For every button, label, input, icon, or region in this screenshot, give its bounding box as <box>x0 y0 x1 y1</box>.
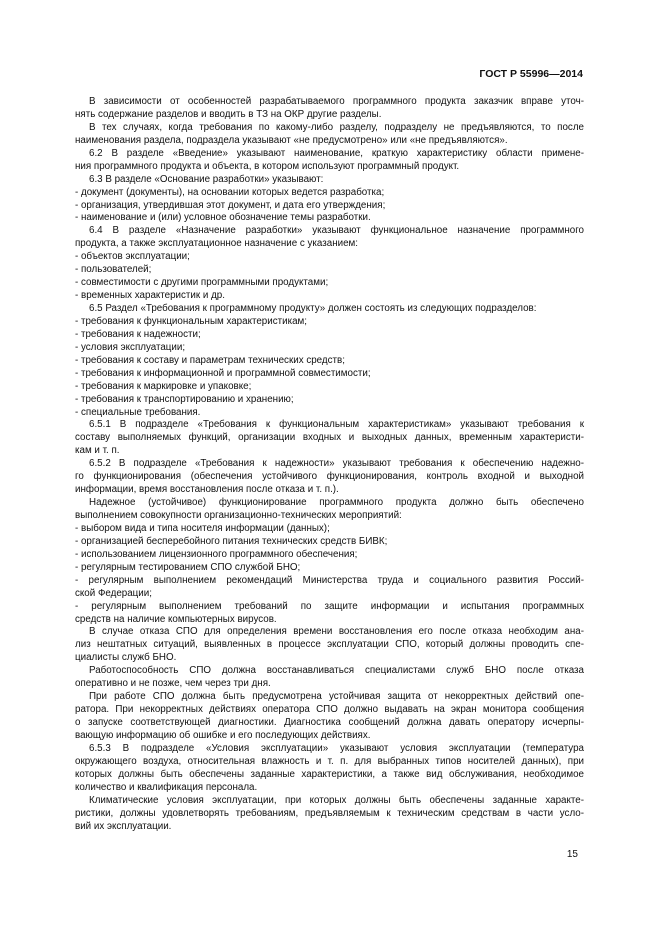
text-line: 6.5.3 В подразделе «Условия эксплуатации» указывают условия эксплуатации (температура <box>89 742 584 754</box>
page-number: 15 <box>566 849 578 860</box>
text-line: - выбором вида и типа носителя информации (данных); <box>75 522 330 534</box>
text-line: - специальные требования. <box>75 406 201 418</box>
text-line: - требования к транспортированию и хранению; <box>75 393 294 405</box>
text-line: - требования к надежности; <box>75 328 201 340</box>
text-line: которых должны быть обеспечены заданные характеристики, а также вид обслуживания, необходимое <box>75 768 584 780</box>
text-line: В случае отказа СПО для определения времени восстановления его после отказа необходим ана- <box>89 626 584 638</box>
text-line: - требования к маркировке и упаковке; <box>75 380 252 392</box>
text-line: ристики, должны удовлетворять требованиям, предъявляемым к техническим средствам в части усло- <box>75 807 584 819</box>
text-line: циалисты служб БНО. <box>75 652 177 664</box>
text-line: 6.4 В разделе «Назначение разработки» указывают функциональное назначение программного <box>89 225 584 237</box>
text-line: - временных характеристик и др. <box>75 290 225 302</box>
text-line: окружающего воздуха, относительная влажность и т. п. для выбранных типов носителей данных), при <box>75 755 584 767</box>
text-line: о запуске соответствующей диагностики. Диагностика сообщений должна давать оператору исчерпы- <box>75 717 584 728</box>
text-line: го функционирования (обеспечения устойчивого функционирования, контроль входной и выходной <box>75 471 584 483</box>
text-line: - требования к функциональным характеристикам; <box>75 315 307 327</box>
text-line: - организация, утвердившая этот документ, и дата его утверждения; <box>75 199 386 211</box>
text-line: продукта, а также эксплуатационное назначение с указанием: <box>75 238 358 250</box>
text-line: наименования раздела, подраздела указывают «не предусмотрено» или «не предъявляются». <box>75 134 508 146</box>
text-line: кам и т. п. <box>75 445 120 457</box>
text-line: 6.2 В разделе «Введение» указывают наименование, краткую характеристику области примене- <box>89 147 584 159</box>
text-line: вающую информацию об ошибке и его последующих действиях. <box>75 729 371 741</box>
text-line: вий их эксплуатации. <box>75 820 172 832</box>
text-line: При работе СПО должна быть предусмотрена устойчивая защита от некорректных действий опе- <box>89 691 584 703</box>
text-line: - пользователей; <box>75 264 152 276</box>
text-line: лиз нештатных ситуаций, выявленных в процессе эксплуатации СПО, который должны проводить спе- <box>75 639 584 651</box>
text-line: - объектов эксплуатации; <box>75 251 190 263</box>
document-header: ГОСТ Р 55996—2014 <box>479 68 583 80</box>
text-line: количество и квалификация персонала. <box>75 781 258 793</box>
text-line: - наименование и (или) условное обозначение темы разработки. <box>75 212 371 224</box>
text-line: - условия эксплуатации; <box>75 341 186 353</box>
text-line: - использованием лицензионного программного обеспечения; <box>75 548 358 560</box>
text-line: - требования к составу и параметрам технических средств; <box>75 354 345 366</box>
text-line: средств на наличие компьютерных вирусов. <box>75 613 277 625</box>
text-line: оперативно и не позже, чем через три дня. <box>75 678 271 690</box>
text-line: В зависимости от особенностей разрабатываемого программного продукта заказчик вправе уточ- <box>89 96 584 107</box>
text-line: составу выполняемых функций, организации входных и выходных данных, временным характеристи- <box>75 432 584 444</box>
text-line: - регулярным выполнением требований по защите информации и испытания программных <box>75 600 584 612</box>
text-line: Работоспособность СПО должна восстанавливаться специалистами служб БНО после отказа <box>89 665 584 677</box>
text-line: В тех случаях, когда требования по какому-либо разделу, подразделу не предъявляются, то после <box>89 121 584 133</box>
text-line: информации, время восстановления после отказа и т. п.). <box>75 484 339 496</box>
text-line: 6.5.2 В подразделе «Требования к надежности» указывают требования к обеспечению надежно- <box>89 458 584 470</box>
text-line: ской Федерации; <box>75 587 152 599</box>
text-line: нять содержание разделов и вводить в ТЗ на ОКР другие разделы. <box>75 108 382 120</box>
text-line: Надежное (устойчивое) функционирование программного продукта должно быть обеспечено <box>89 497 584 509</box>
text-line: 6.3 В разделе «Основание разработки» указывают: <box>89 173 324 185</box>
text-line: - совместимости с другими программными продуктами; <box>75 277 329 289</box>
text-line: ратора. При некорректных действиях оператора СПО должно выдавать на экран монитора сообщения <box>75 704 584 716</box>
text-line: - документ (документы), на основании которых ведется разработка; <box>75 186 385 198</box>
text-line: Климатические условия эксплуатации, при которых должны быть обеспечены заданные характе- <box>89 794 584 806</box>
text-line: выполнением совокупности организационно-технических мероприятий: <box>75 510 402 521</box>
text-line: - требования к информационной и программной совместимости; <box>75 367 371 379</box>
text-line: ния программного продукта и объекта, в котором используют программный продукт. <box>75 160 460 172</box>
text-line: - регулярным выполнением рекомендаций Министерства труда и социального развития Россий- <box>75 574 584 586</box>
text-line: - регулярным тестированием СПО службой БНО; <box>75 561 301 573</box>
text-line: - организацией бесперебойного питания технических средств БИВК; <box>75 535 388 547</box>
text-line: 6.5 Раздел «Требования к программному продукту» должен состоять из следующих подразделов: <box>89 303 537 314</box>
text-line: 6.5.1 В подразделе «Требования к функциональным характеристикам» указывают требования к <box>89 419 584 431</box>
document-body <box>75 96 584 833</box>
